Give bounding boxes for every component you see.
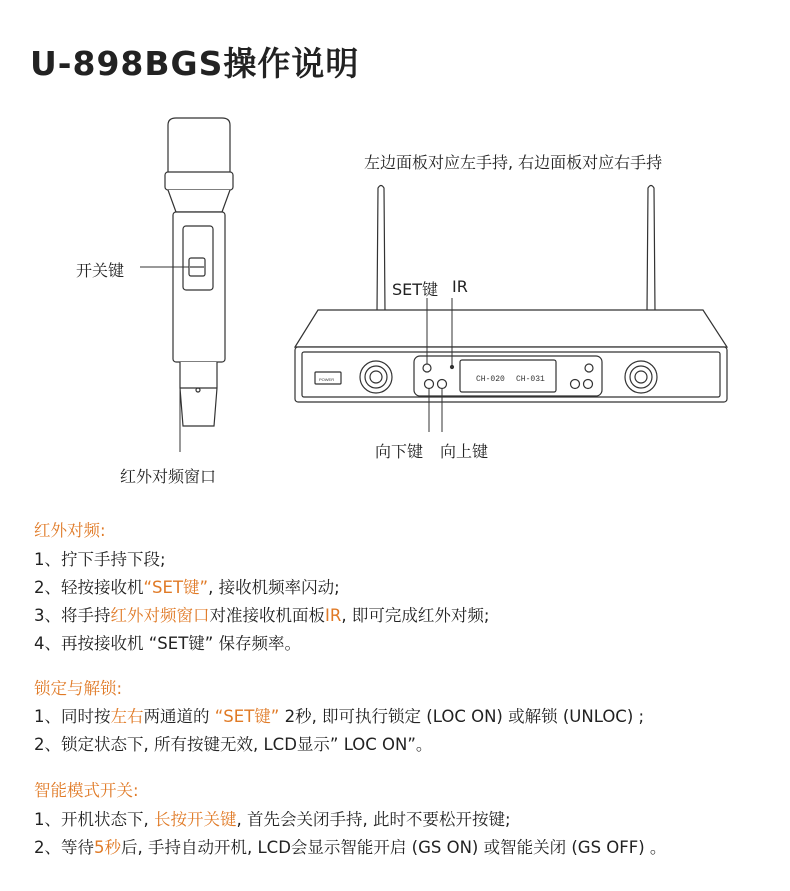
ir-step-4: 4、再按接收机 “SET键” 保存频率。 — [34, 634, 302, 653]
ir-label: IR — [452, 277, 468, 296]
down-key-label: 向下键 — [375, 442, 424, 461]
ir-step-2: 2、轻按接收机“SET键”, 接收机频率闪动; — [34, 578, 340, 597]
ir-pairing-heading: 红外对频: — [34, 521, 106, 540]
lock-step-2: 2、锁定状态下, 所有按键无效, LCD显示” LOC ON”。 — [34, 735, 433, 754]
ir-window-label: 红外对频窗口 — [120, 467, 217, 486]
power-tag-text: POWER — [319, 377, 335, 382]
lock-heading: 锁定与解锁: — [34, 679, 123, 698]
lock-step-1: 1、同时按左右两通道的 “SET键” 2秒, 即可执行锁定 (LOC ON) 或解锁 (UNLOC) ; — [34, 707, 645, 726]
up-key-label: 向上键 — [440, 442, 489, 461]
lcd-left-text: CH-020 — [476, 375, 505, 384]
power-key-label: 开关键 — [76, 261, 125, 280]
page-title: U-898BGS操作说明 — [30, 44, 360, 83]
ir-step-1: 1、拧下手持下段; — [34, 550, 166, 569]
ir-step-3: 3、将手持红外对频窗口对准接收机面板IR, 即可完成红外对频; — [34, 606, 490, 625]
set-key-label: SET键 — [392, 280, 439, 299]
panel-note: 左边面板对应左手持, 右边面板对应右手持 — [364, 153, 663, 172]
smart-mode-heading: 智能模式开关: — [34, 781, 139, 800]
receiver-illustration — [295, 186, 727, 403]
microphone-illustration — [165, 118, 233, 426]
lcd-right-text: CH-031 — [516, 375, 545, 384]
smart-step-2: 2、等待5秒后, 手持自动开机, LCD会显示智能开启 (GS ON) 或智能关闭 (GS OFF) 。 — [34, 838, 667, 857]
smart-step-1: 1、开机状态下, 长按开关键, 首先会关闭手持, 此时不要松开按键; — [34, 810, 511, 829]
